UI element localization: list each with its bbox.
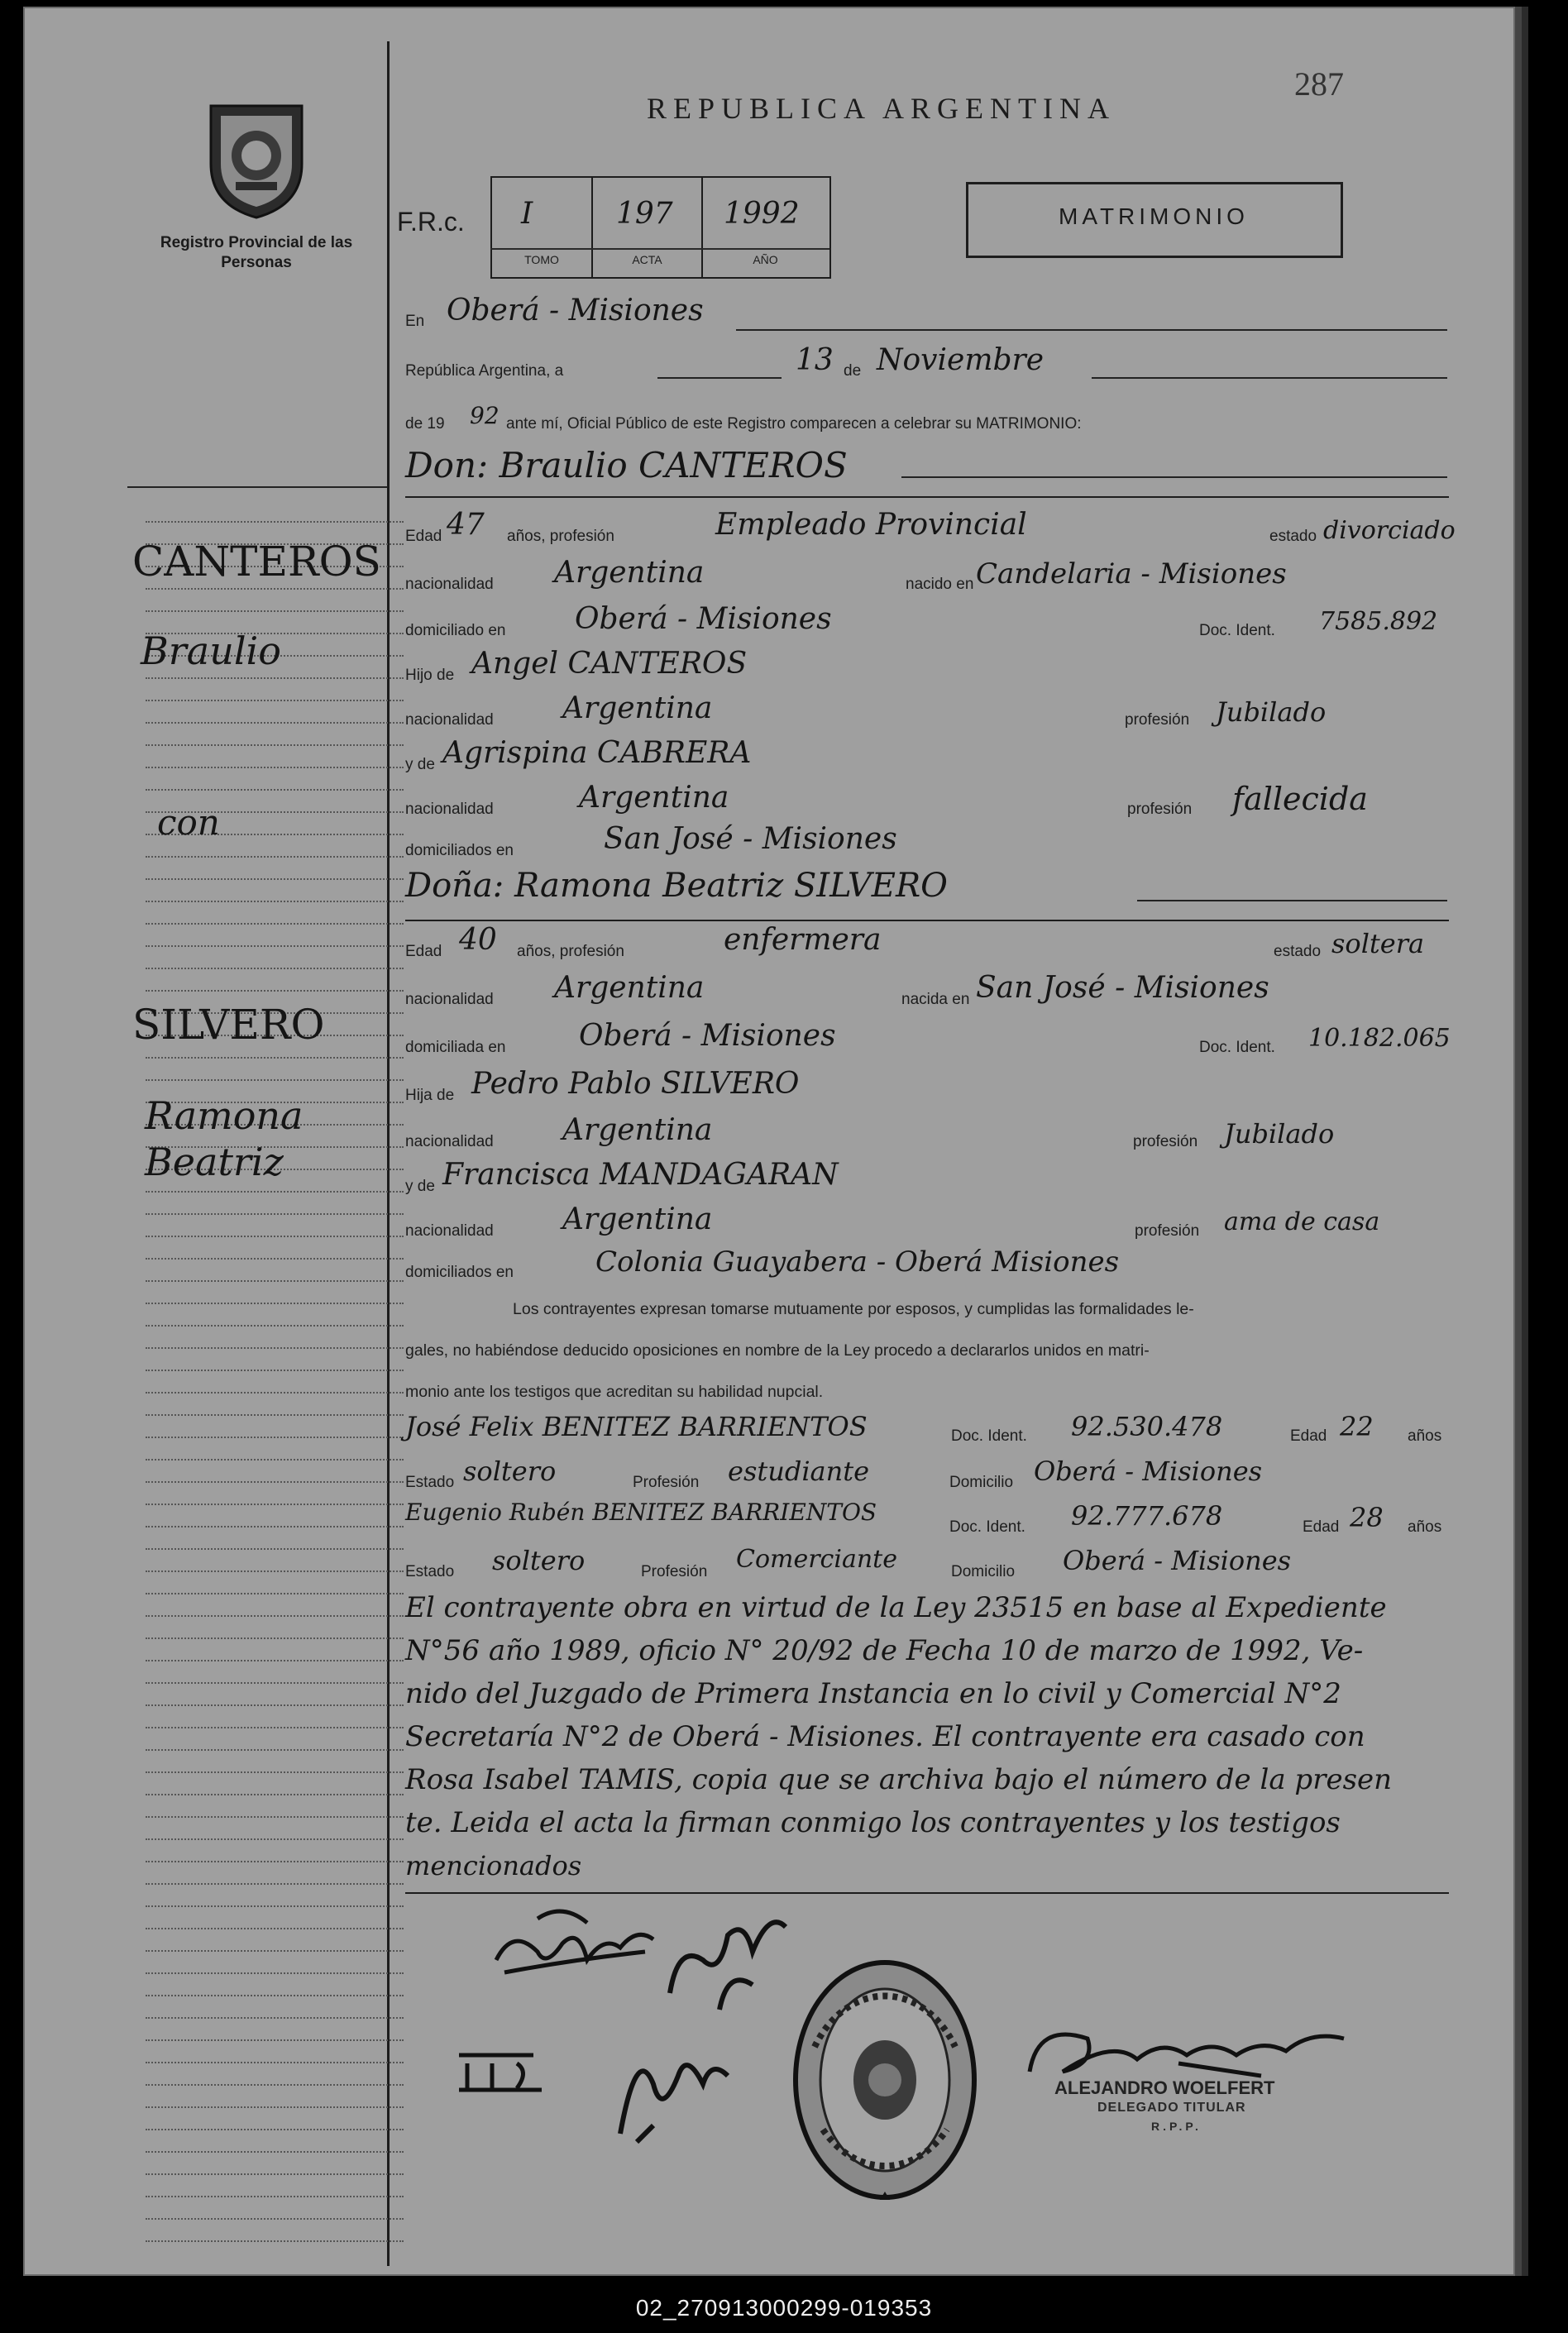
witness-2-estado: soltero [492,1545,586,1576]
act-year-suffix: 92 [470,402,500,429]
margin-rule-line [146,901,404,902]
margin-rule-line [146,1504,404,1505]
act-day: 13 [796,343,834,377]
margin-rule-line [146,2240,404,2242]
bride-edad: 40 [459,923,497,957]
margin-rule-line [146,1972,404,1974]
label-groom-doc: Doc. Ident. [1199,622,1275,639]
margin-rule-line [146,1727,404,1728]
tomo-value: I [521,197,533,231]
notes-block [405,1586,1464,1887]
bride-name: Doña: Ramona Beatriz SILVERO [405,867,948,905]
margin-rule-line [146,2039,404,2041]
margin-rule-line [146,878,404,880]
margin-surname-2: SILVERO [132,1001,325,1049]
label-bride-doc: Doc. Ident. [1199,1039,1275,1056]
witness-2-doc-label: Doc. Ident. [949,1518,1025,1536]
act-month: Noviembre [877,343,1045,377]
margin-rule-line [146,2129,404,2130]
label-bride-nac: nacionalidad [405,991,494,1008]
label-groom-pnac: nacionalidad [405,711,494,729]
witness-1-edad: 22 [1340,1411,1374,1442]
label-bride-doms: domiciliados en [405,1264,514,1281]
bride-padre-nac: Argentina [562,1113,713,1147]
margin-rule-line [146,789,404,791]
margin-rule-line [146,2084,404,2086]
groom-domicilio: Oberá - Misiones [575,602,832,636]
frc-label: F.R.c. [397,207,465,237]
margin-given-2a: Ramona [145,1093,304,1138]
margin-rule-line [146,1191,404,1193]
margin-rule-line [146,521,404,523]
bride-madre: Francisca MANDAGARAN [442,1158,839,1192]
margin-rule-line [146,2017,404,2019]
groom-madre: Agrispina CABRERA [442,736,752,770]
label-groom-dom: domiciliado en [405,622,506,639]
witness-1-domicilio: Oberá - Misiones [1034,1456,1263,1487]
margin-surname-1: CANTEROS [132,538,381,586]
register-page [23,7,1515,2276]
margin-rule-line [146,722,404,724]
margin-rule-line [146,2062,404,2063]
witness-2-name: Eugenio Rubén BENITEZ BARRIENTOS [405,1499,877,1526]
margin-rule-line [146,2196,404,2197]
margin-rule-line [146,1615,404,1617]
margin-rule-line [146,1995,404,1996]
groom-doc: 7585.892 [1319,607,1438,636]
note-line: te. Leida el acta la firman conmigo los contrayentes y los testigos [405,1806,1341,1839]
witness-2-dom-label: Domicilio [951,1563,1016,1580]
label-groom-estado: estado [1269,528,1317,545]
groom-padres-dom: San José - Misiones [604,822,897,856]
label-groom-nacido: nacido en [906,576,974,593]
label-bride-hija: Hija de [405,1087,455,1104]
bride-doc: 10.182.065 [1308,1024,1451,1053]
groom-estado: divorciado [1323,516,1456,545]
margin-rule-line [146,1236,404,1237]
anio-value: 1992 [724,197,800,231]
label-bride-pprof: profesión [1133,1133,1198,1150]
witness-2-anos: años [1408,1518,1442,1536]
label-bride-estado: estado [1274,943,1322,960]
country-title: REPUBLICA ARGENTINA [647,92,1116,125]
margin-rule-line [146,1437,404,1438]
note-line: El contrayente obra en virtud de la Ley 23515 en base al Expediente [405,1591,1387,1624]
official-title: DELEGADO TITULAR [1097,2101,1246,2115]
official-office: R.P.P. [1151,2120,1202,2133]
witness-1-estado: soltero [463,1456,557,1487]
margin-rule-line [146,700,404,701]
margin-rule-line [146,1258,404,1260]
declaration-line-2: gales, no habiéndose deducido oposiciones en nombre de la Ley procedo a declararlos unidos en matri- [405,1341,1150,1360]
label-groom-hijo: Hijo de [405,667,455,684]
witness-1-prof-label: Profesión [633,1474,700,1491]
label-bride-mnac: nacionalidad [405,1222,494,1240]
margin-rule-line [146,1347,404,1349]
witness-1-anos: años [1408,1427,1442,1445]
act-place: Oberá - Misiones [447,294,704,327]
margin-rule-line [146,1749,404,1751]
groom-profesion: Empleado Provincial [715,508,1027,542]
margin-rule-line [146,1637,404,1639]
margin-rule-line [146,2173,404,2175]
witness-signature-1 [451,2039,550,2101]
margin-rule-line [146,990,404,992]
label-groom-mnac: nacionalidad [405,801,494,818]
groom-nacionalidad: Argentina [554,556,705,590]
margin-rule-line [146,1303,404,1304]
label-groom-mprof: profesión [1127,801,1193,818]
bride-padres-dom: Colonia Guayabera - Oberá Misiones [595,1245,1120,1279]
groom-madre-prof: fallecida [1232,781,1368,817]
margin-rule-line [146,1392,404,1394]
margin-rule-line [146,1771,404,1773]
margin-rule-line [146,945,404,947]
margin-rule-line [146,1280,404,1282]
label-groom-yde: y de [405,756,435,773]
margin-rule-line [146,923,404,925]
label-groom-doms: domiciliados en [405,842,514,859]
label-republica: República Argentina, a [405,362,564,380]
margin-rule-line [146,1593,404,1594]
label-groom-pprof: profesión [1125,711,1190,729]
margin-rule-line [146,1481,404,1483]
witness-1-doc-label: Doc. Ident. [951,1427,1027,1445]
margin-con: con [157,802,220,843]
witness-2-doc: 92.777.678 [1071,1500,1223,1532]
label-bride-yde: y de [405,1178,435,1195]
witness-2-edad: 28 [1350,1502,1384,1533]
groom-signature [488,1902,670,1997]
doc-type: MATRIMONIO [1059,203,1249,229]
margin-rule-line [146,1883,404,1885]
witness-2-profesion: Comerciante [736,1545,897,1574]
tomo-label: TOMO [524,253,559,266]
margin-rule-line [146,2218,404,2220]
official-seal [790,1956,980,2208]
witness-2-edad-label: Edad [1303,1518,1340,1536]
page-number: 287 [1294,65,1344,103]
margin-rule-line [146,1704,404,1706]
margin-rule-line [146,588,404,590]
footer-code: 02_270913000299-019353 [635,2295,933,2321]
note-line: nido del Juzgado de Primera Instancia en lo civil y Comercial N°2 [405,1677,1341,1710]
groom-edad: 47 [447,508,485,542]
anio-label: AÑO [753,253,778,266]
margin-rule-line [146,1861,404,1862]
registry-name: Registro Provincial de las Personas [160,234,353,271]
witness-2-prof-label: Profesión [641,1563,708,1580]
note-line: Secretaría N°2 de Oberá - Misiones. El contrayente era casado con [405,1720,1365,1753]
label-bride-mprof: profesión [1135,1222,1200,1240]
margin-divider [387,41,390,2266]
margin-rule-line [146,1414,404,1416]
witness-1-edad-label: Edad [1290,1427,1327,1445]
label-bride-dom: domiciliada en [405,1039,506,1056]
acta-value: 197 [616,197,673,231]
witness-1-profesion: estudiante [728,1456,870,1487]
note-line: mencionados [405,1850,582,1881]
margin-rule-line [146,1682,404,1684]
note-line: N°56 año 1989, oficio N° 20/92 de Fecha 10 de marzo de 1992, Ve- [405,1634,1364,1667]
witness-2-estado-label: Estado [405,1563,455,1580]
witness-1-doc: 92.530.478 [1071,1411,1223,1442]
bride-nacionalidad: Argentina [554,971,705,1005]
margin-rule-line [146,1370,404,1371]
margin-rule-line [146,1057,404,1059]
bride-padre-prof: Jubilado [1224,1118,1335,1150]
margin-rule-line [146,1660,404,1661]
bride-domicilio: Oberá - Misiones [579,1019,836,1053]
groom-padre-nac: Argentina [562,691,713,725]
bride-profesion: enfermera [724,923,882,957]
margin-rule-line [146,1794,404,1795]
official-name: ALEJANDRO WOELFERT [1054,2077,1275,2098]
bride-nacida: San José - Misiones [976,971,1269,1005]
witness-2-domicilio: Oberá - Misiones [1063,1545,1292,1576]
margin-rule-line [146,767,404,768]
witness-signature-2 [604,2026,736,2154]
groom-padre: Angel CANTEROS [471,647,748,681]
margin-rule-line [146,1325,404,1327]
declaration-line-3: monio ante los testigos que acreditan su habilidad nupcial. [405,1383,824,1401]
groom-name: Don: Braulio CANTEROS [405,445,848,485]
margin-rule-line [146,1570,404,1572]
label-de: de [844,362,862,380]
margin-rule-line [146,1526,404,1527]
groom-madre-nac: Argentina [579,781,729,815]
note-line: Rosa Isabel TAMIS, copia que se archiva bajo el número de la presen [405,1763,1393,1796]
margin-rule-line [146,1459,404,1461]
groom-nacido: Candelaria - Misiones [976,557,1287,590]
label-bride-nacida: nacida en [901,991,970,1008]
acta-label: ACTA [632,253,662,266]
bride-signature [653,1894,802,2022]
witness-1-estado-label: Estado [405,1474,455,1491]
margin-rule-line [146,1816,404,1818]
bride-madre-prof: ama de casa [1224,1207,1380,1236]
bride-estado: soltera [1331,928,1425,959]
margin-rule-line [146,1838,404,1840]
margin-rule-line [146,1548,404,1550]
margin-rule-line [146,1079,404,1081]
label-bride-pnac: nacionalidad [405,1133,494,1150]
margin-rule-line [146,2106,404,2108]
margin-given-1: Braulio [141,629,281,673]
margin-rule-line [146,2151,404,2153]
margin-rule-line [146,1928,404,1929]
bride-madre-nac: Argentina [562,1202,713,1236]
provincial-emblem-icon [203,98,310,226]
label-de19: de 19 [405,415,445,433]
bride-padre: Pedro Pablo SILVERO [471,1067,800,1101]
label-bride-prof: años, profesión [517,943,624,960]
margin-rule-line [146,744,404,746]
margin-rule-line [146,1213,404,1215]
label-en: En [405,313,425,330]
intro-text: ante mí, Oficial Público de este Registro comparecen a celebrar su MATRIMONIO: [506,415,1082,433]
groom-padre-prof: Jubilado [1216,696,1327,728]
margin-rule-line [146,1950,404,1952]
label-groom-nac: nacionalidad [405,576,494,593]
margin-rule-line [146,610,404,612]
margin-rule-line [146,677,404,679]
witness-1-name: José Felix BENITEZ BARRIENTOS [405,1411,868,1442]
label-groom-edad: Edad [405,528,442,545]
margin-given-2b: Beatriz [145,1140,284,1184]
margin-rule-line [146,856,404,858]
declaration-line-1: Los contrayentes expresan tomarse mutuamente por esposos, y cumplidas las formalidades le- [513,1300,1194,1318]
margin-rule-line [146,1905,404,1907]
label-bride-edad: Edad [405,943,442,960]
witness-1-dom-label: Domicilio [949,1474,1014,1491]
label-groom-prof: años, profesión [507,528,614,545]
margin-rule-line [146,968,404,969]
